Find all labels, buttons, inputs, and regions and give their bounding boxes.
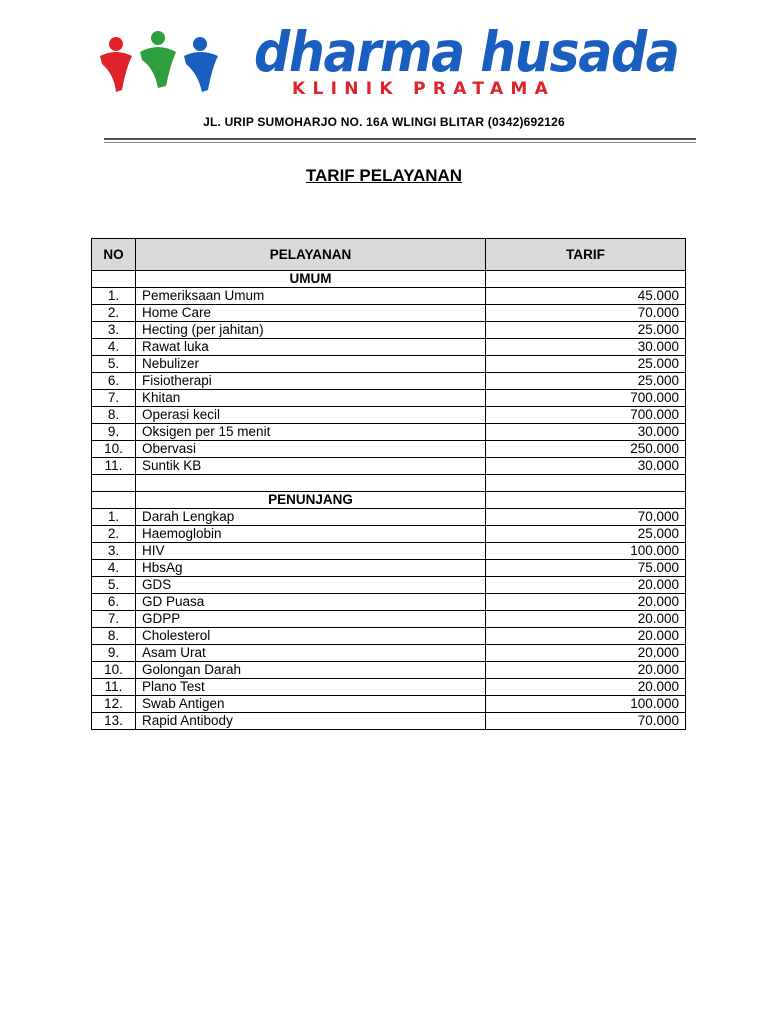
row-number: 8. <box>92 407 136 424</box>
empty-cell <box>92 492 136 509</box>
row-number: 7. <box>92 390 136 407</box>
section-row <box>92 492 686 509</box>
service-name: Plano Test <box>136 679 486 696</box>
table-row <box>92 679 686 696</box>
row-number: 2. <box>92 305 136 322</box>
service-price: 700.000 <box>486 390 686 407</box>
table-row <box>92 424 686 441</box>
empty-cell <box>136 475 486 492</box>
empty-cell <box>92 475 136 492</box>
brand-subtitle: KLINIK PRATAMA <box>292 79 556 99</box>
table-row <box>92 288 686 305</box>
service-price: 20.000 <box>486 679 686 696</box>
service-name: Pemeriksaan Umum <box>136 288 486 305</box>
row-number: 1. <box>92 509 136 526</box>
table-header-row <box>92 239 686 271</box>
service-price: 25.000 <box>486 356 686 373</box>
row-number: 5. <box>92 577 136 594</box>
table-row <box>92 441 686 458</box>
service-price: 20.000 <box>486 611 686 628</box>
row-number: 11. <box>92 679 136 696</box>
table-row <box>92 356 686 373</box>
row-number: 2. <box>92 526 136 543</box>
row-number: 10. <box>92 441 136 458</box>
empty-cell <box>486 475 686 492</box>
table-row <box>92 543 686 560</box>
tariff-table <box>91 238 686 730</box>
header-divider <box>104 138 696 140</box>
row-number: 12. <box>92 696 136 713</box>
row-number: 3. <box>92 543 136 560</box>
service-name: Fisiotherapi <box>136 373 486 390</box>
table-row <box>92 305 686 322</box>
clinic-logo <box>96 20 700 106</box>
table-row <box>92 662 686 679</box>
column-header-no: NO <box>92 239 136 271</box>
service-price: 30.000 <box>486 424 686 441</box>
service-name: HIV <box>136 543 486 560</box>
service-price: 45.000 <box>486 288 686 305</box>
section-title: PENUNJANG <box>136 492 486 509</box>
row-number: 9. <box>92 424 136 441</box>
service-name: GDS <box>136 577 486 594</box>
table-row <box>92 458 686 475</box>
service-name: Suntik KB <box>136 458 486 475</box>
service-name: Asam Urat <box>136 645 486 662</box>
service-name: Cholesterol <box>136 628 486 645</box>
empty-cell <box>92 271 136 288</box>
page-title: TARIF PELAYANAN <box>305 166 463 185</box>
people-logo-icon <box>96 30 236 96</box>
service-name: GDPP <box>136 611 486 628</box>
row-number: 1. <box>92 288 136 305</box>
table-row <box>92 713 686 730</box>
service-price: 70.000 <box>486 509 686 526</box>
service-name: Nebulizer <box>136 356 486 373</box>
row-number: 11. <box>92 458 136 475</box>
table-row <box>92 509 686 526</box>
service-name: Haemoglobin <box>136 526 486 543</box>
service-price: 70.000 <box>486 305 686 322</box>
service-price: 700.000 <box>486 407 686 424</box>
table-row <box>92 696 686 713</box>
spacer-row <box>92 475 686 492</box>
table-row <box>92 526 686 543</box>
row-number: 4. <box>92 560 136 577</box>
row-number: 8. <box>92 628 136 645</box>
column-header-price: TARIF <box>486 239 686 271</box>
table-row <box>92 560 686 577</box>
service-name: Darah Lengkap <box>136 509 486 526</box>
row-number: 6. <box>92 373 136 390</box>
service-name: Golongan Darah <box>136 662 486 679</box>
row-number: 13. <box>92 713 136 730</box>
section-title: UMUM <box>136 271 486 288</box>
service-price: 100.000 <box>486 696 686 713</box>
service-name: Hecting (per jahitan) <box>136 322 486 339</box>
service-name: Home Care <box>136 305 486 322</box>
service-price: 100.000 <box>486 543 686 560</box>
service-price: 30.000 <box>486 339 686 356</box>
row-number: 6. <box>92 594 136 611</box>
service-name: GD Puasa <box>136 594 486 611</box>
row-number: 4. <box>92 339 136 356</box>
section-row <box>92 271 686 288</box>
service-price: 25.000 <box>486 322 686 339</box>
table-row <box>92 577 686 594</box>
service-name: Swab Antigen <box>136 696 486 713</box>
table-row <box>92 611 686 628</box>
service-name: Rawat luka <box>136 339 486 356</box>
service-name: Oksigen per 15 menit <box>136 424 486 441</box>
service-price: 25.000 <box>486 373 686 390</box>
table-row <box>92 339 686 356</box>
service-name: Khitan <box>136 390 486 407</box>
service-price: 20.000 <box>486 662 686 679</box>
table-row <box>92 594 686 611</box>
row-number: 5. <box>92 356 136 373</box>
service-price: 20.000 <box>486 645 686 662</box>
row-number: 7. <box>92 611 136 628</box>
empty-cell <box>486 271 686 288</box>
service-price: 20.000 <box>486 577 686 594</box>
service-name: HbsAg <box>136 560 486 577</box>
service-price: 30.000 <box>486 458 686 475</box>
service-price: 25.000 <box>486 526 686 543</box>
row-number: 3. <box>92 322 136 339</box>
brand-name: dharma husada <box>254 20 679 84</box>
service-price: 250.000 <box>486 441 686 458</box>
service-name: Operasi kecil <box>136 407 486 424</box>
service-price: 20.000 <box>486 594 686 611</box>
service-price: 20.000 <box>486 628 686 645</box>
service-price: 70.000 <box>486 713 686 730</box>
table-row <box>92 628 686 645</box>
table-row <box>92 645 686 662</box>
table-row <box>92 407 686 424</box>
service-name: Rapid Antibody <box>136 713 486 730</box>
row-number: 10. <box>92 662 136 679</box>
table-row <box>92 322 686 339</box>
empty-cell <box>486 492 686 509</box>
table-row <box>92 390 686 407</box>
table-row <box>92 373 686 390</box>
column-header-service: PELAYANAN <box>136 239 486 271</box>
clinic-address: JL. URIP SUMOHARJO NO. 16A WLINGI BLITAR (0342)692126 <box>203 115 565 129</box>
header-divider-thin <box>104 142 696 143</box>
service-price: 75.000 <box>486 560 686 577</box>
service-name: Obervasi <box>136 441 486 458</box>
row-number: 9. <box>92 645 136 662</box>
